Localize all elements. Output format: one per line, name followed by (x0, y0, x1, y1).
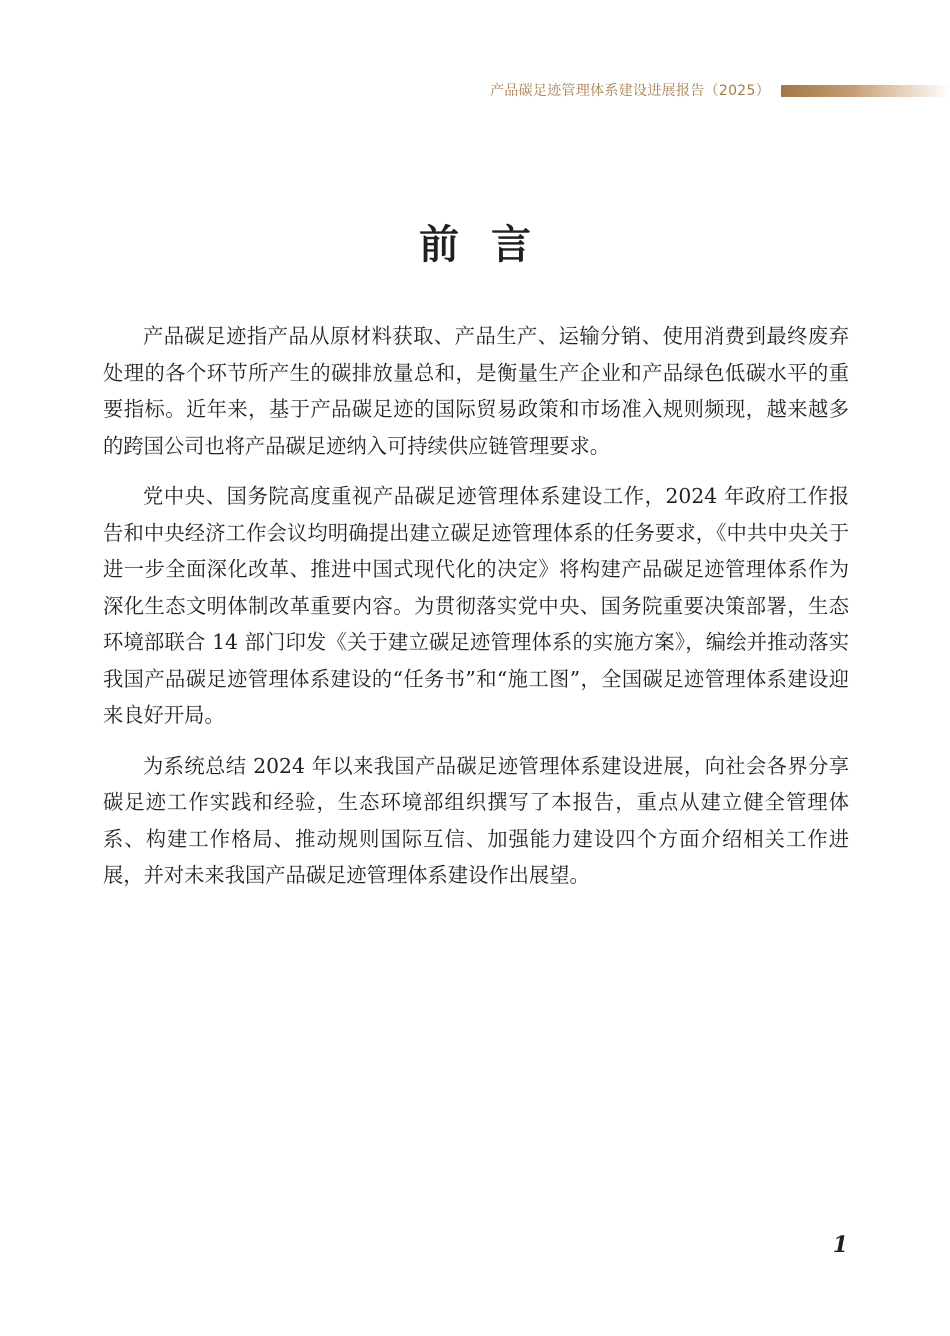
running-header-title: 产品碳足迹管理体系建设进展报告（2025） (490, 83, 770, 99)
paragraph: 产品碳足迹指产品从原材料获取、产品生产、运输分销、使用消费到最终废弃处理的各个环节所产生的碳排放量总和，是衡量生产企业和产品绿色低碳水平的重要指标。近年来，基于产品碳足迹的国际贸易政策和市场准入规则频现，越来越多的跨国公司也将产品碳足迹纳入可持续供应链管理要求。 (103, 324, 849, 458)
page-number: 1 (832, 1232, 848, 1258)
body-text (103, 318, 849, 908)
running-header (0, 80, 950, 102)
page-title: 前言 (419, 220, 563, 268)
paragraph: 党中央、国务院高度重视产品碳足迹管理体系建设工作，2024 年政府工作报告和中央经济工作会议均明确提出建立碳足迹管理体系的任务要求，《中共中央关于进一步全面深化改革、推进中国式现代化的决定》将构建产品碳足迹管理体系作为深化生态文明体制改革重要内容。为贯彻落实党中央、国务院重要决策部署，生态环境部联合 14 部门印发《关于建立碳足迹管理体系的实施方案》，编绘并推动落实我国产品碳足迹管理体系建设的“任务书”和“施工图”，全国碳足迹管理体系建设迎来良好开局。 (103, 484, 849, 727)
header-decorative-bar (781, 85, 950, 97)
paragraph: 为系统总结 2024 年以来我国产品碳足迹管理体系建设进展，向社会各界分享碳足迹工作实践和经验，生态环境部组织撰写了本报告，重点从建立健全管理体系、构建工作格局、推动规则国际互信、加强能力建设四个方面介绍相关工作进展，并对未来我国产品碳足迹管理体系建设作出展望。 (103, 753, 849, 887)
